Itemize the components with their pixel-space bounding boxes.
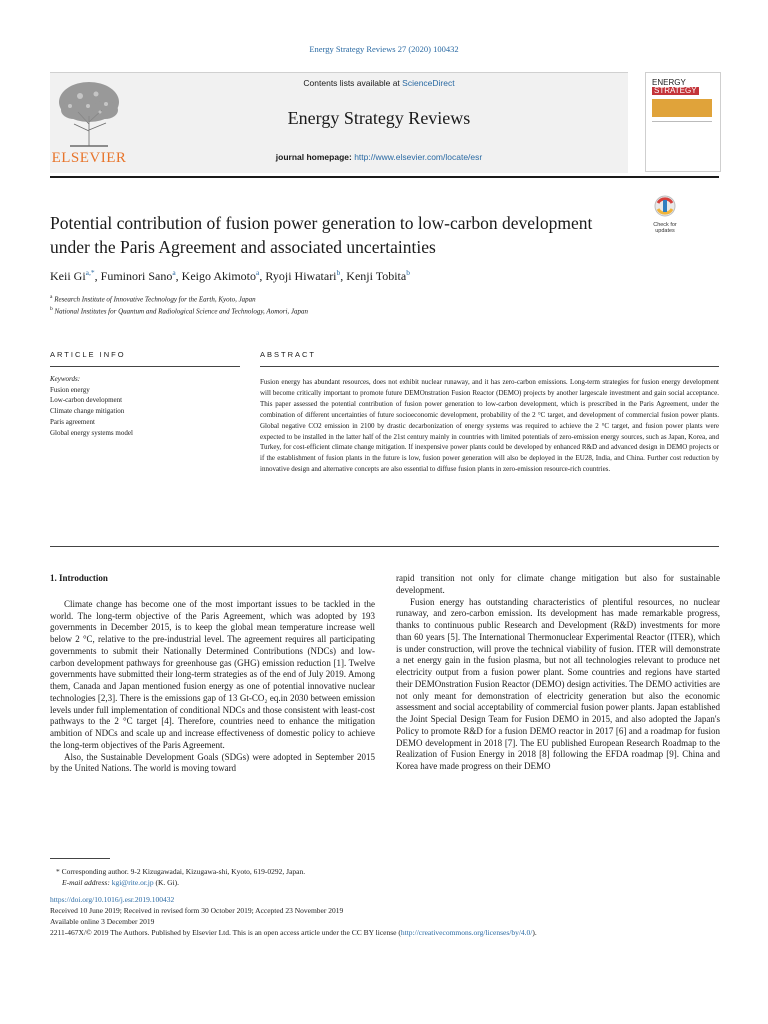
body-paragraph: Also, the Sustainable Development Goals (SDGs) were adopted in September 2015 by the United Nations. The world is moving toward [50, 751, 375, 774]
journal-title: Energy Strategy Reviews [287, 108, 471, 128]
affiliation-marker: b [50, 306, 53, 312]
cover-title-line2: STRATEGY [654, 86, 697, 95]
body-left-column [50, 573, 375, 775]
keyword-item: Low-carbon development [50, 396, 123, 405]
article-info-rule [50, 366, 240, 367]
keyword-item: Paris agreement [50, 417, 95, 426]
keywords-label: Keywords: [50, 375, 81, 383]
license-suffix: ). [532, 928, 537, 937]
author-name: Keii Gi [50, 269, 86, 283]
affiliation-marker: a [50, 294, 53, 300]
body-paragraph: Climate change has become one of the most important issues to be tackled in the world. The long-term objective of the Paris Agreement, which was adopted by 193 governments in December 2015, is to keep the global mean temperature increase well below 2 °C, relative to the pre-industrial level. The agreement requires all participating governments to submit their Nationally Determined Contributions (NDCs) and low-carbon development pathways for greenhouse gas (GHG) emission reduction [1]. Twelve governments have submitted their long-term strategies as of the end of July 2019. Among them, Canada and Japan mentioned fusion energy as one of potential innovative nuclear technologies [2,3]. There is the emissions gap of 13 Gt-CO₂ eq.in 2030 between emission levels under full implementation of conditional NDCs and those consistent with least-cost pathways to the 2 °C target [4]. Therefore, countries need to enhance the mitigation ambition of NDCs and scale up and increase effectiveness of domestic policy to achieve the long-term objectives of the Paris Agreement. [50, 598, 375, 750]
check-updates-line2: updates [655, 228, 675, 234]
contents-prefix: Contents lists available at [303, 78, 403, 88]
author-name: Fuminori Sano [100, 269, 173, 283]
cover-title [652, 79, 699, 95]
affiliation-b [50, 306, 650, 315]
affiliation-text: National Institutes for Quantum and Radiological Science and Technology, Aomori, Japan [54, 307, 309, 316]
received-dates: Received 10 June 2019; Received in revised form 30 October 2019; Accepted 23 November 2019 [50, 906, 344, 915]
author-5 [346, 269, 410, 283]
cover-divider [652, 121, 712, 122]
keywords-block [50, 374, 240, 438]
journal-reference[interactable]: Energy Strategy Reviews 27 (2020) 100432 [309, 44, 459, 54]
author-affiliation-ref[interactable]: b [336, 268, 341, 277]
check-updates-line1: Check for [653, 222, 677, 228]
journal-homepage-line [130, 152, 628, 162]
footnotes-block [50, 866, 730, 938]
author-affiliation-ref[interactable]: a [256, 268, 260, 277]
homepage-link[interactable]: http://www.elsevier.com/locate/esr [354, 152, 483, 162]
abstract-bottom-rule [50, 546, 719, 547]
sciencedirect-link[interactable]: ScienceDirect [402, 78, 455, 88]
corresponding-author-note: * Corresponding author. 9-2 Kizugawadai, Kizugawa-shi, Kyoto, 619-0292, Japan. [56, 867, 306, 876]
keyword-item: Global energy systems model [50, 428, 133, 437]
author-affiliation-ref[interactable]: a,* [85, 268, 95, 277]
abstract-text: Fusion energy has abundant resources, does not exhibit nuclear runaway, and it has zero-carbon emissions. Long-term strategies for fusion energy development will become critically important to promote future DEMOnstration Fusion Reactor (DEMO) projects by another largescale investment and gain social acceptance. This paper assessed the potential contribution of fusion power generation to low-carbon development, which is prescribed in the Paris Agreement, under the combination of different uncertainties of future socioeconomic development, probability of the 2 °C target, and development of commercial fusion power plants. Global negative CO2 emission in 2100 by drastic decarbonization of energy systems was required to achieve the 2 °C target, and fusion power plants were expected to be installed in the latter half of the 21st century mainly in countries with limited potentials of zero-emission energy sources, such as Japan, Korea, and Turkey, for cost-efficient climate change mitigation. If inexpensive power plants could be developed by enhanced R&D and advanced design in DEMO projects or if the establishment of fusion plants in the future is low, fusion power generation will also be deployed in the EU28, India, and China. Further cost reduction by innovative design and alternative concepts are also essential to diffuse fusion plants in zero-emission resource-rich countries. [260, 378, 719, 474]
check-updates-icon [644, 195, 686, 217]
available-online: Available online 3 December 2019 [50, 917, 155, 926]
elsevier-tree-icon [50, 76, 128, 150]
abstract-heading: ABSTRACT [260, 350, 317, 359]
body-paragraph: Fusion energy has outstanding characteristics of plentiful resources, no nuclear runaway, and zero-carbon emission. Its development has made remarkable progress, thanks to continuous public Research and Development (R&D) investments for more than 60 years [5]. The International Thermonuclear Experimental Reactor (ITER), which is under construction, will prove the technical viability of fusion. ITER will demonstrate a net energy gain in the fusion plasma, but not all technologies relevant to produce net electricity output from a fusion power plant. Some countries and regions have started their DEMOnstration Fusion Reactor (DEMO) design activities. The DEMO activities are not only meant for demonstration of electricity generation but also the economic assessment and social acceptability of commercial fusion power plants. Japan established the Joint Special Design Team for Fusion DEMO in 2015, and also adopted the Japan's Policy to promote R&D for a fusion DEMO reactor in 2017 [6] and a roadmap for fusion DEMO development in 2018 [7]. The EU published European Research Roadmap to the Realization of Fusion Energy in 2018 [8] following the EFDA roadmap [9]. China and Korea have made progress on their DEMO [396, 596, 721, 771]
keyword-item: Climate change mitigation [50, 407, 125, 416]
license-text: 2211-467X/© 2019 The Authors. Published by Elsevier Ltd. This is an open access article under the CC BY license ( [50, 928, 401, 937]
cover-color-band [652, 99, 712, 117]
affiliation-text: Research Institute of Innovative Technology for the Earth, Kyoto, Japan [54, 295, 256, 304]
author-name: Ryoji Hiwatari [265, 269, 337, 283]
author-1 [50, 269, 95, 283]
author-name: Kenji Tobita [346, 269, 407, 283]
email-suffix: (K. Gi). [153, 878, 180, 887]
article-info-heading: ARTICLE INFO [50, 350, 126, 359]
email-link[interactable]: kgi@rite.or.jp [111, 878, 154, 887]
homepage-label: journal homepage: [275, 152, 355, 162]
elsevier-logo[interactable] [50, 76, 128, 168]
check-updates-label [644, 222, 686, 234]
license-line [50, 927, 730, 938]
body-paragraph: rapid transition not only for climate change mitigation but also for sustainable development. [396, 573, 720, 595]
article-title: Potential contribution of fusion power generation to low-carbon development under the Paris Agreement and associated uncertainties [50, 213, 593, 257]
journal-cover-thumbnail[interactable] [645, 72, 721, 172]
author-list: Keii $Gi^{a,*}$, Fuminori Sano$^a$, Keigo Akimoto$^a$, Ryoji Hiwatari$^b$, Kenji Tobita$^b$ [50, 268, 410, 283]
section-heading-introduction: 1. Introduction [50, 573, 108, 583]
header-rule [50, 176, 719, 178]
author-affiliation-ref[interactable]: b [406, 268, 410, 277]
doi-link[interactable]: https://doi.org/10.1016/j.esr.2019.100432 [50, 895, 175, 904]
author-affiliation-ref[interactable]: a [172, 268, 176, 277]
author-3 [182, 269, 260, 283]
keyword-item: Fusion energy [50, 385, 90, 394]
elsevier-wordmark: ELSEVIER [51, 150, 127, 166]
contents-line [130, 78, 628, 88]
license-link[interactable]: http://creativecommons.org/licenses/by/4.0/ [400, 928, 533, 937]
cover-title-line1: ENERGY [652, 78, 686, 87]
email-line [50, 877, 730, 888]
email-label: E-mail address: [62, 878, 112, 887]
affiliation-a [50, 294, 650, 303]
author-2 [101, 269, 176, 283]
author-name: Keigo Akimoto [181, 269, 256, 283]
footnote-rule [50, 858, 110, 859]
body-right-column [396, 573, 720, 773]
author-4 [265, 269, 340, 283]
abstract-rule [260, 366, 719, 367]
check-for-updates-badge[interactable] [644, 195, 686, 234]
